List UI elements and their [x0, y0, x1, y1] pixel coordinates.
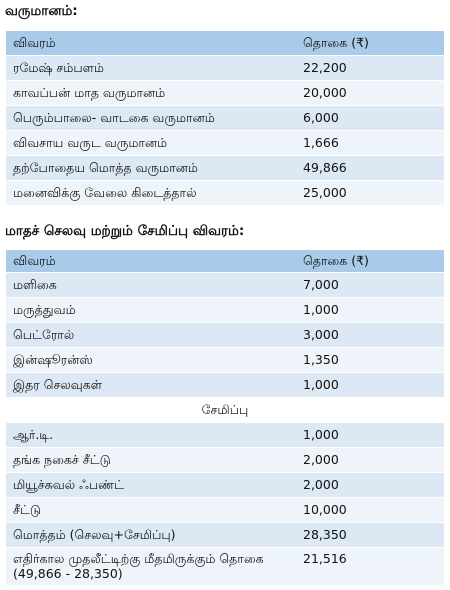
row-amount: 3,000 — [297, 322, 444, 347]
row-amount: 1,000 — [297, 422, 444, 447]
row-amount: 25,000 — [297, 180, 444, 205]
row-label: பெட்ரோல் — [6, 322, 297, 347]
savings-subheading: சேமிப்பு — [6, 397, 444, 422]
table-row — [6, 547, 444, 585]
table-header-row — [6, 31, 444, 55]
row-label: விவசாய வருட வருமானம் — [6, 130, 297, 155]
row-label: மனைவிக்கு வேலை கிடைத்தால் — [6, 180, 297, 205]
table-row — [6, 272, 444, 297]
row-label: எதிர்கால முதலீட்டிற்கு மீதமிருக்கும் தொகை (49,866 - 28,350) — [6, 547, 297, 585]
table-row — [6, 322, 444, 347]
column-header-amount: தொகை (₹) — [297, 31, 444, 55]
table-row — [6, 155, 444, 180]
table-row — [6, 497, 444, 522]
table-row — [6, 347, 444, 372]
savings-subheading-row — [6, 397, 444, 422]
row-amount: 49,866 — [297, 155, 444, 180]
row-label: மொத்தம் (செலவு+சேமிப்பு) — [6, 522, 297, 547]
row-label: ஆர்.டி. — [6, 422, 297, 447]
row-amount: 1,000 — [297, 297, 444, 322]
income-heading: வருமானம்: — [5, 3, 78, 19]
row-amount: 10,000 — [297, 497, 444, 522]
table-row — [6, 180, 444, 205]
table-header-row — [6, 250, 444, 272]
table-row — [6, 472, 444, 497]
column-header-description: விவரம் — [6, 31, 297, 55]
row-label: காவப்பன் மாத வருமானம் — [6, 80, 297, 105]
column-header-description: விவரம் — [6, 250, 297, 272]
row-label: இதர செலவுகள் — [6, 372, 297, 397]
row-label: தற்போதைய மொத்த வருமானம் — [6, 155, 297, 180]
row-amount: 6,000 — [297, 105, 444, 130]
row-amount: 2,000 — [297, 472, 444, 497]
row-amount: 20,000 — [297, 80, 444, 105]
table-row — [6, 372, 444, 397]
row-amount: 1,666 — [297, 130, 444, 155]
row-label: தங்க நகைச் சீட்டு — [6, 447, 297, 472]
table-row — [6, 55, 444, 80]
row-amount: 7,000 — [297, 272, 444, 297]
row-label: சீட்டு — [6, 497, 297, 522]
row-amount: 2,000 — [297, 447, 444, 472]
table-row — [6, 297, 444, 322]
table-row — [6, 447, 444, 472]
column-header-amount: தொகை (₹) — [297, 250, 444, 272]
table-row — [6, 130, 444, 155]
row-label: மருத்துவம் — [6, 297, 297, 322]
table-row — [6, 422, 444, 447]
row-amount: 1,350 — [297, 347, 444, 372]
table-row — [6, 105, 444, 130]
income-table — [6, 31, 444, 206]
row-label: பெரும்பாலை- வாடகை வருமானம் — [6, 105, 297, 130]
expenses-table — [6, 250, 444, 586]
row-label: ரமேஷ் சம்பளம் — [6, 55, 297, 80]
row-label: மளிகை — [6, 272, 297, 297]
table-row — [6, 522, 444, 547]
row-amount: 1,000 — [297, 372, 444, 397]
row-amount: 22,200 — [297, 55, 444, 80]
table-row — [6, 80, 444, 105]
expenses-heading: மாதச் செலவு மற்றும் சேமிப்பு விவரம்: — [5, 223, 245, 239]
row-label: மியூச்சுவல் ஃபண்ட் — [6, 472, 297, 497]
row-label: இன்ஷூரன்ஸ் — [6, 347, 297, 372]
row-amount: 28,350 — [297, 522, 444, 547]
row-amount: 21,516 — [297, 547, 444, 585]
